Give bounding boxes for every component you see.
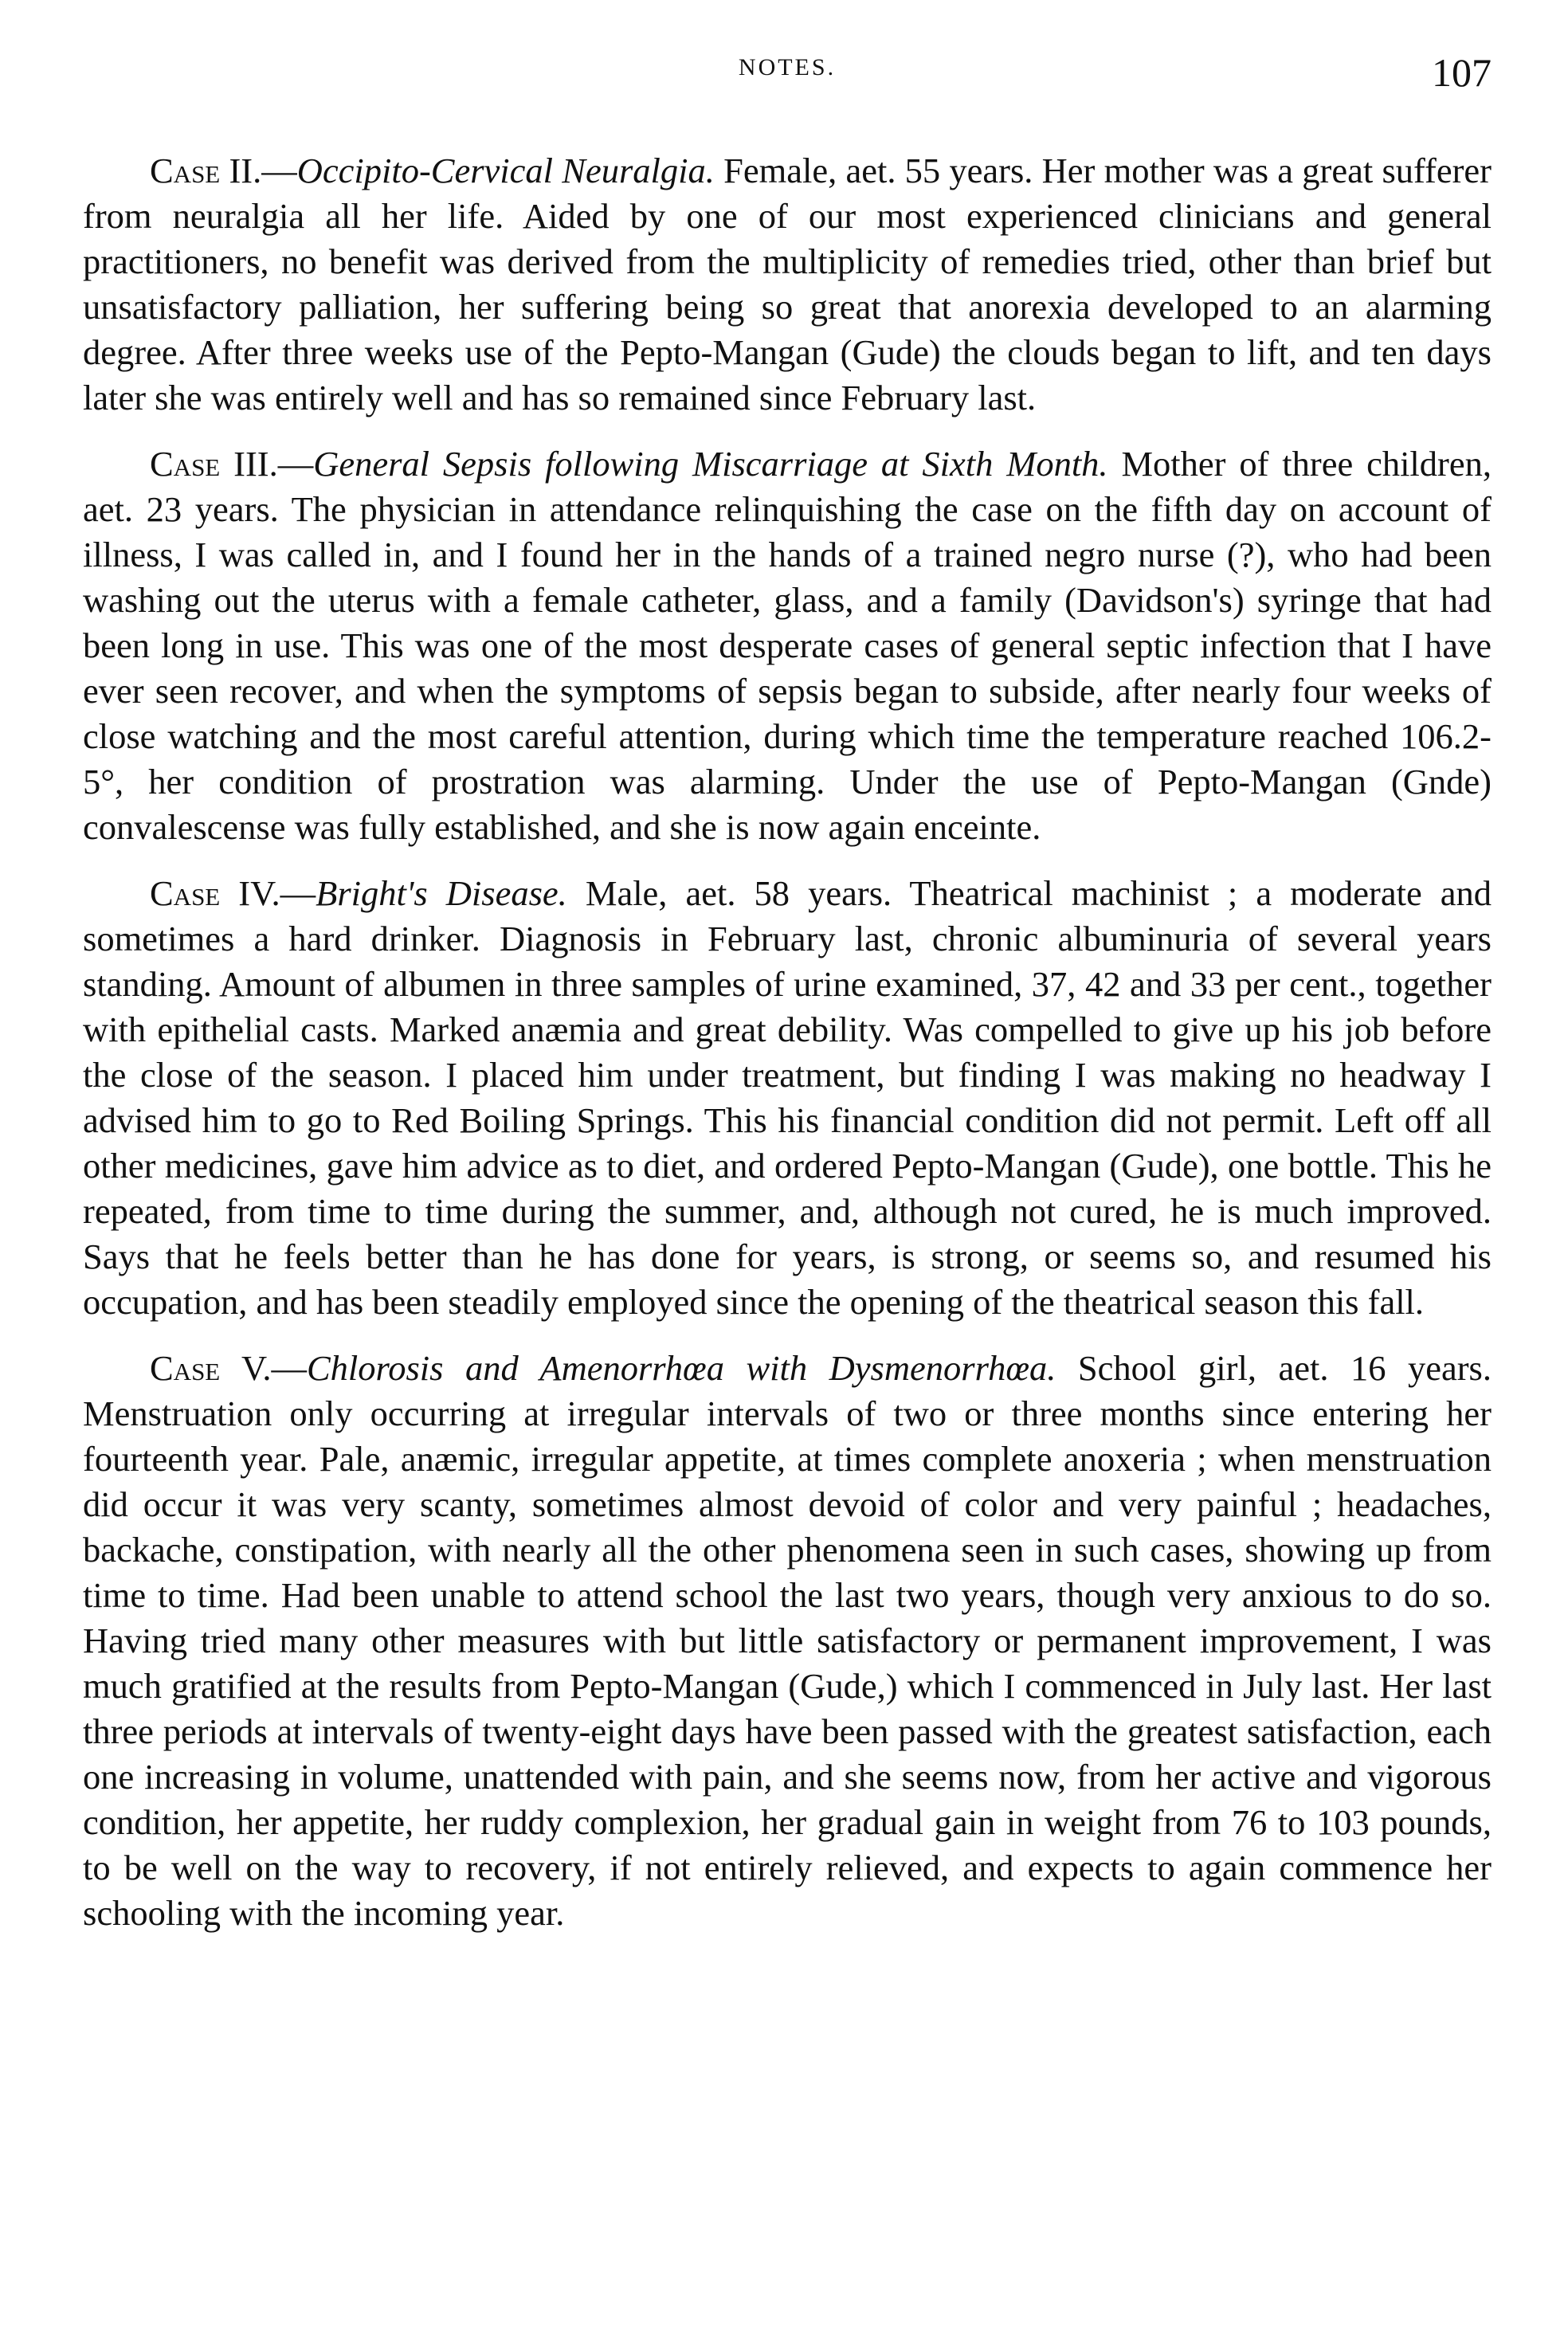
page-number: 107 [1432,50,1492,95]
case-title: General Sepsis following Miscarriage at Sixth Month. [313,444,1108,484]
page-body [83,148,1492,1957]
case-label: Case IV. [150,873,280,913]
case-paragraph: Case II.—Occipito-Cervical Neuralgia. Female, aet. 55 years. Her mother was a great sufferer from neuralgia all her life. Aided by one of our most experienced clinicians and general practitioners, no benefit was derived from the multiplicity of remedies tried, other than brief but unsatisfactory palliation, her suffering being so great that anorexia developed to an alarming degree. After three weeks use of the Pepto-Mangan (Gude) the clouds began to lift, and ten days later she was entirely well and has so remained since February last. [83,151,1492,417]
case-text: Male, aet. 58 years. Theatrical machinist ; a moderate and sometimes a hard drinker. Diagnosis in February last, chronic albuminuria of several years standing. Amount of albumen in three samples of urine examined, 37, 42 and 33 per cent., together with epithelial casts. Marked anæmia and great debility. Was compelled to give up his job before the close of the season. I placed him under treatment, but finding I was making no headway I advised him to go to Red Boiling Springs. This his financial condition did not permit. Left off all other medicines, gave him advice as to diet, and ordered Pepto-Mangan (Gude), one bottle. This he repeated, from time to time during the summer, and, although not cured, he is much improved. Says that he feels better than he has done for years, is strong, or seems so, and resumed his occupation, and has been steadily employed since the opening of the theatrical season this fall. [83,873,1492,1322]
running-title: NOTES. [738,54,837,80]
case-text: Female, aet. 55 years. Her mother was a great sufferer from neuralgia all her life. Aided by one of our most experienced clinicians and general practitioners, no benefit was derived from the multiplicity of remedies tried, other than brief but unsatisfactory palliation, her suffering being so great that anorexia developed to an alarming degree. After three weeks use of the Pepto-Mangan (Gude) the clouds began to lift, and ten days later she was entirely well and has so remained since February last. [83,151,1492,417]
case-text: School girl, aet. 16 years. Menstruation only occurring at irregular intervals of two or three months since entering her fourteenth year. Pale, anæmic, irregular appetite, at times complete anoxeria ; when menstruation did occur it was very scanty, sometimes almost devoid of color and very painful ; headaches, backache, constipation, with nearly all the other phenomena seen in such cases, showing up from time to time. Had been unable to attend school the last two years, though very anxious to do so. Having tried many other measures with but little satisfactory or permanent improvement, I was much gratified at the results from Pepto-Mangan (Gude,) which I commenced in July last. Her last three periods at intervals of twenty-eight days have been passed with the greatest satisfaction, each one increasing in volume, unattended with pain, and she seems now, from her active and vigorous condition, her appetite, her ruddy complexion, her gradual gain in weight from 76 to 103 pounds, to be well on the way to recovery, if not entirely relieved, and expects to again commence her schooling with the incoming year. [83,1348,1492,1933]
case-paragraph: Case V.—Chlorosis and Amenorrhœa with Dysmenorrhœa. School girl, aet. 16 years. Menstruation only occurring at irregular intervals of two or three months since entering her fourteenth year. Pale, anæmic, irregular appetite, at times complete anoxeria ; when menstruation did occur it was very scanty, sometimes almost devoid of color and very painful ; headaches, backache, constipation, with nearly all the other phenomena seen in such cases, showing up from time to time. Had been unable to attend school the last two years, though very anxious to do so. Having tried many other measures with but little satisfactory or permanent improvement, I was much gratified at the results from Pepto-Mangan (Gude,) which I commenced in July last. Her last three periods at intervals of twenty-eight days have been passed with the greatest satisfaction, each one increasing in volume, unattended with pain, and she seems now, from her active and vigorous condition, her appetite, her ruddy complexion, her gradual gain in weight from 76 to 103 pounds, to be well on the way to recovery, if not entirely relieved, and expects to again commence her schooling with the incoming year. [83,1348,1492,1933]
case-paragraph: Case IV.—Bright's Disease. Male, aet. 58 years. Theatrical machinist ; a moderate and sometimes a hard drinker. Diagnosis in February last, chronic albuminuria of several years standing. Amount of albumen in three samples of urine examined, 37, 42 and 33 per cent., together with epithelial casts. Marked anæmia and great debility. Was compelled to give up his job before the close of the season. I placed him under treatment, but finding I was making no headway I advised him to go to Red Boiling Springs. This his financial condition did not permit. Left off all other medicines, gave him advice as to diet, and ordered Pepto-Mangan (Gude), one bottle. This he repeated, from time to time during the summer, and, although not cured, he is much improved. Says that he feels better than he has done for years, is strong, or seems so, and resumed his occupation, and has been steadily employed since the opening of the theatrical season this fall. [83,873,1492,1322]
case-label: Case V. [150,1348,272,1388]
case-text: Mother of three children, aet. 23 years. The physician in attendance relinquishing the case on the fifth day on account of illness, I was called in, and I found her in the hands of a trained negro nurse (?), who had been washing out the uterus with a female catheter, glass, and a family (Davidson's) syringe that had been long in use. This was one of the most desperate cases of general septic infection that I have ever seen recover, and when the symptoms of sepsis began to subside, after nearly four weeks of close watching and the most careful attention, during which time the temperature reached 106.2-5°, her condition of prostration was alarming. Under the use of Pepto-Mangan (Gnde) convalescense was fully established, and she is now again enceinte. [83,444,1492,847]
case-title: Bright's Disease. [316,873,567,913]
case-label: Case III. [150,444,278,484]
running-head [83,49,1492,105]
case-title: Occipito-Cervical Neuralgia. [296,151,715,190]
case-label: Case II. [150,151,262,190]
case-title: Chlorosis and Amenorrhœa with Dysmenorrhœa. [306,1348,1056,1388]
case-paragraph: Case III.—General Sepsis following Miscarriage at Sixth Month. Mother of three children, aet. 23 years. The physician in attendance relinquishing the case on the fifth day on account of illness, I was called in, and I found her in the hands of a trained negro nurse (?), who had been washing out the uterus with a female catheter, glass, and a family (Davidson's) syringe that had been long in use. This was one of the most desperate cases of general septic infection that I have ever seen recover, and when the symptoms of sepsis began to subside, after nearly four weeks of close watching and the most careful attention, during which time the temperature reached 106.2-5°, her condition of prostration was alarming. Under the use of Pepto-Mangan (Gnde) convalescense was fully established, and she is now again enceinte. [83,444,1492,847]
